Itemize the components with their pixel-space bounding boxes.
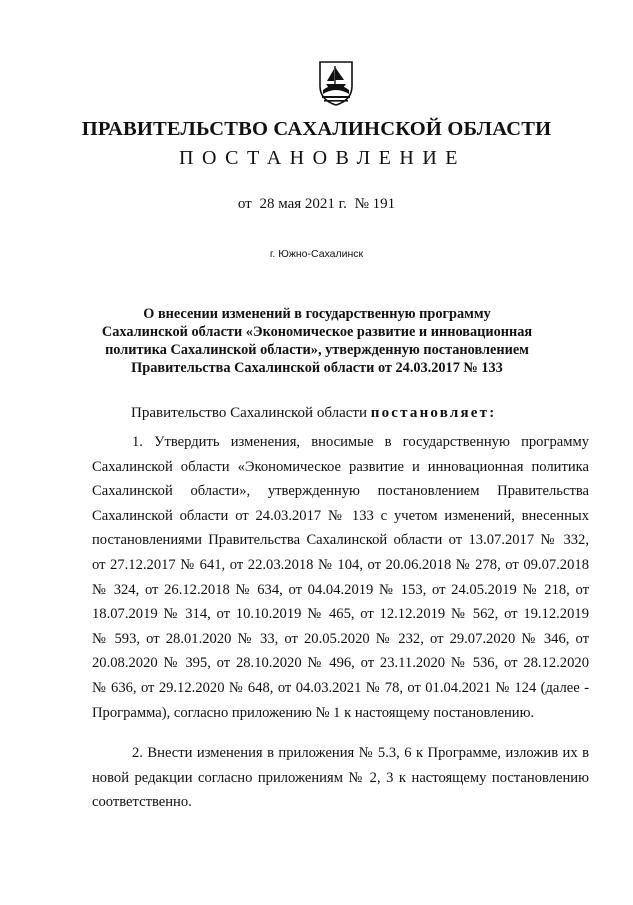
paragraph-line: 20.08.2020 № 395, от 28.10.2020 № 496, от 23.11.2020 № 536, от 28.12.2020	[92, 655, 589, 672]
paragraph-line: Сахалинской области от 24.03.2017 № 133 с учетом изменений, внесенных	[92, 507, 589, 524]
document-type: ПОСТАНОВЛЕНИЕ	[179, 147, 466, 169]
resolution-intro	[131, 405, 496, 422]
paragraph-line: № 593, от 28.01.2020 № 33, от 20.05.2020 № 232, от 29.07.2020 № 346, от	[92, 630, 589, 647]
document-title	[60, 305, 574, 377]
document-date: 28 мая 2021 г.	[259, 196, 347, 212]
paragraph-line: Сахалинской области», утвержденную постановлением Правительства	[92, 483, 589, 500]
paragraph-line: 1. Утвердить изменения, вносимые в государственную программу	[132, 434, 589, 450]
title-line: политика Сахалинской области», утвержденную постановлением	[105, 342, 529, 358]
intro-text: Правительство Сахалинской области	[131, 405, 367, 421]
title-line: Сахалинской области «Экономическое развитие и инновационная	[101, 324, 533, 340]
organization-name: ПРАВИТЕЛЬСТВО САХАЛИНСКОЙ ОБЛАСТИ	[81, 118, 552, 140]
document-number: № 191	[354, 196, 396, 212]
paragraph-line: Программа), согласно приложению № 1 к настоящему постановлению.	[92, 704, 535, 721]
sakhalin-coat-of-arms-icon	[318, 60, 354, 106]
paragraph-2	[92, 741, 589, 815]
paragraph-line: № 636, от 29.12.2020 № 648, от 04.03.2021 № 78, от 01.04.2021 № 124 (далее -	[92, 679, 589, 696]
paragraph-line: новой редакции согласно приложениям № 2, 3 к настоящему постановлению	[92, 769, 589, 786]
paragraph-line: № 324, от 26.12.2018 № 634, от 04.04.2019 № 153, от 24.05.2019 № 218, от	[92, 581, 589, 598]
title-line: Правительства Сахалинской области от 24.03.2017 № 133	[131, 360, 503, 376]
paragraph-line: от 27.12.2017 № 641, от 22.03.2018 № 104, от 20.06.2018 № 278, от 09.07.2018	[92, 556, 589, 573]
paragraph-line: 2. Внести изменения в приложения № 5.3, 6 к Программе, изложив их в	[132, 745, 589, 761]
document-date-line	[0, 196, 633, 213]
intro-emphasis: постановляет:	[370, 405, 497, 421]
city-name: г. Южно-Сахалинск	[269, 248, 364, 260]
paragraph-line: Сахалинской области «Экономическое развитие и инновационная политика	[92, 458, 589, 475]
paragraph-line: постановлениями Правительства Сахалинской области от 13.07.2017 № 332,	[92, 532, 589, 549]
paragraph-line: соответственно.	[92, 794, 192, 811]
title-line: О внесении изменений в государственную программу	[143, 306, 491, 322]
paragraph-line: 18.07.2019 № 314, от 10.10.2019 № 465, от 12.12.2019 № 562, от 19.12.2019	[92, 606, 589, 623]
date-prefix: от	[237, 196, 252, 212]
paragraph-1	[92, 430, 589, 725]
